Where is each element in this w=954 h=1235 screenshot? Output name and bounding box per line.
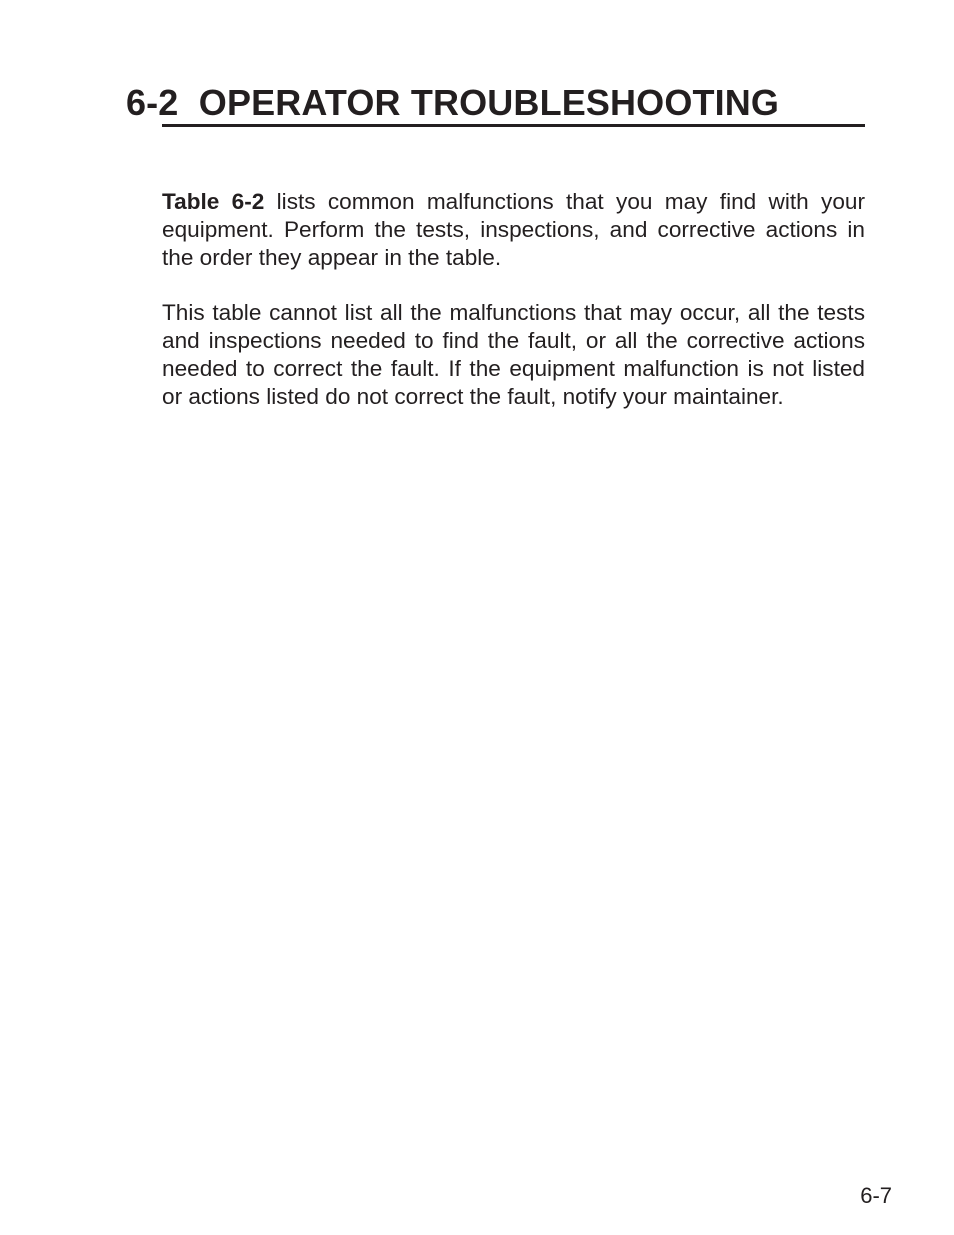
section-number: 6-2 [126, 82, 179, 123]
section-heading [126, 80, 865, 128]
section-title-text: OPERATOR TROUBLESHOOTING [198, 82, 780, 123]
intro-paragraph-text: lists common malfunctions that you may find with your equipment. Perform the tests, inspections, and corrective actions in the order they appear in the table. [162, 189, 865, 270]
title-underline [162, 124, 865, 127]
page-number: 6-7 [860, 1183, 892, 1208]
section-title [126, 80, 779, 126]
table-reference: Table 6-2 [162, 189, 265, 214]
intro-paragraph [162, 188, 865, 272]
limitations-paragraph-text: This table cannot list all the malfunctions that may occur, all the tests and inspections needed to find the fault, or all the corrective actions needed to correct the fault. If the equipment malfunction is not listed or actions listed do not correct the fault, notify your maintainer. [162, 300, 865, 409]
limitations-paragraph [162, 299, 865, 411]
